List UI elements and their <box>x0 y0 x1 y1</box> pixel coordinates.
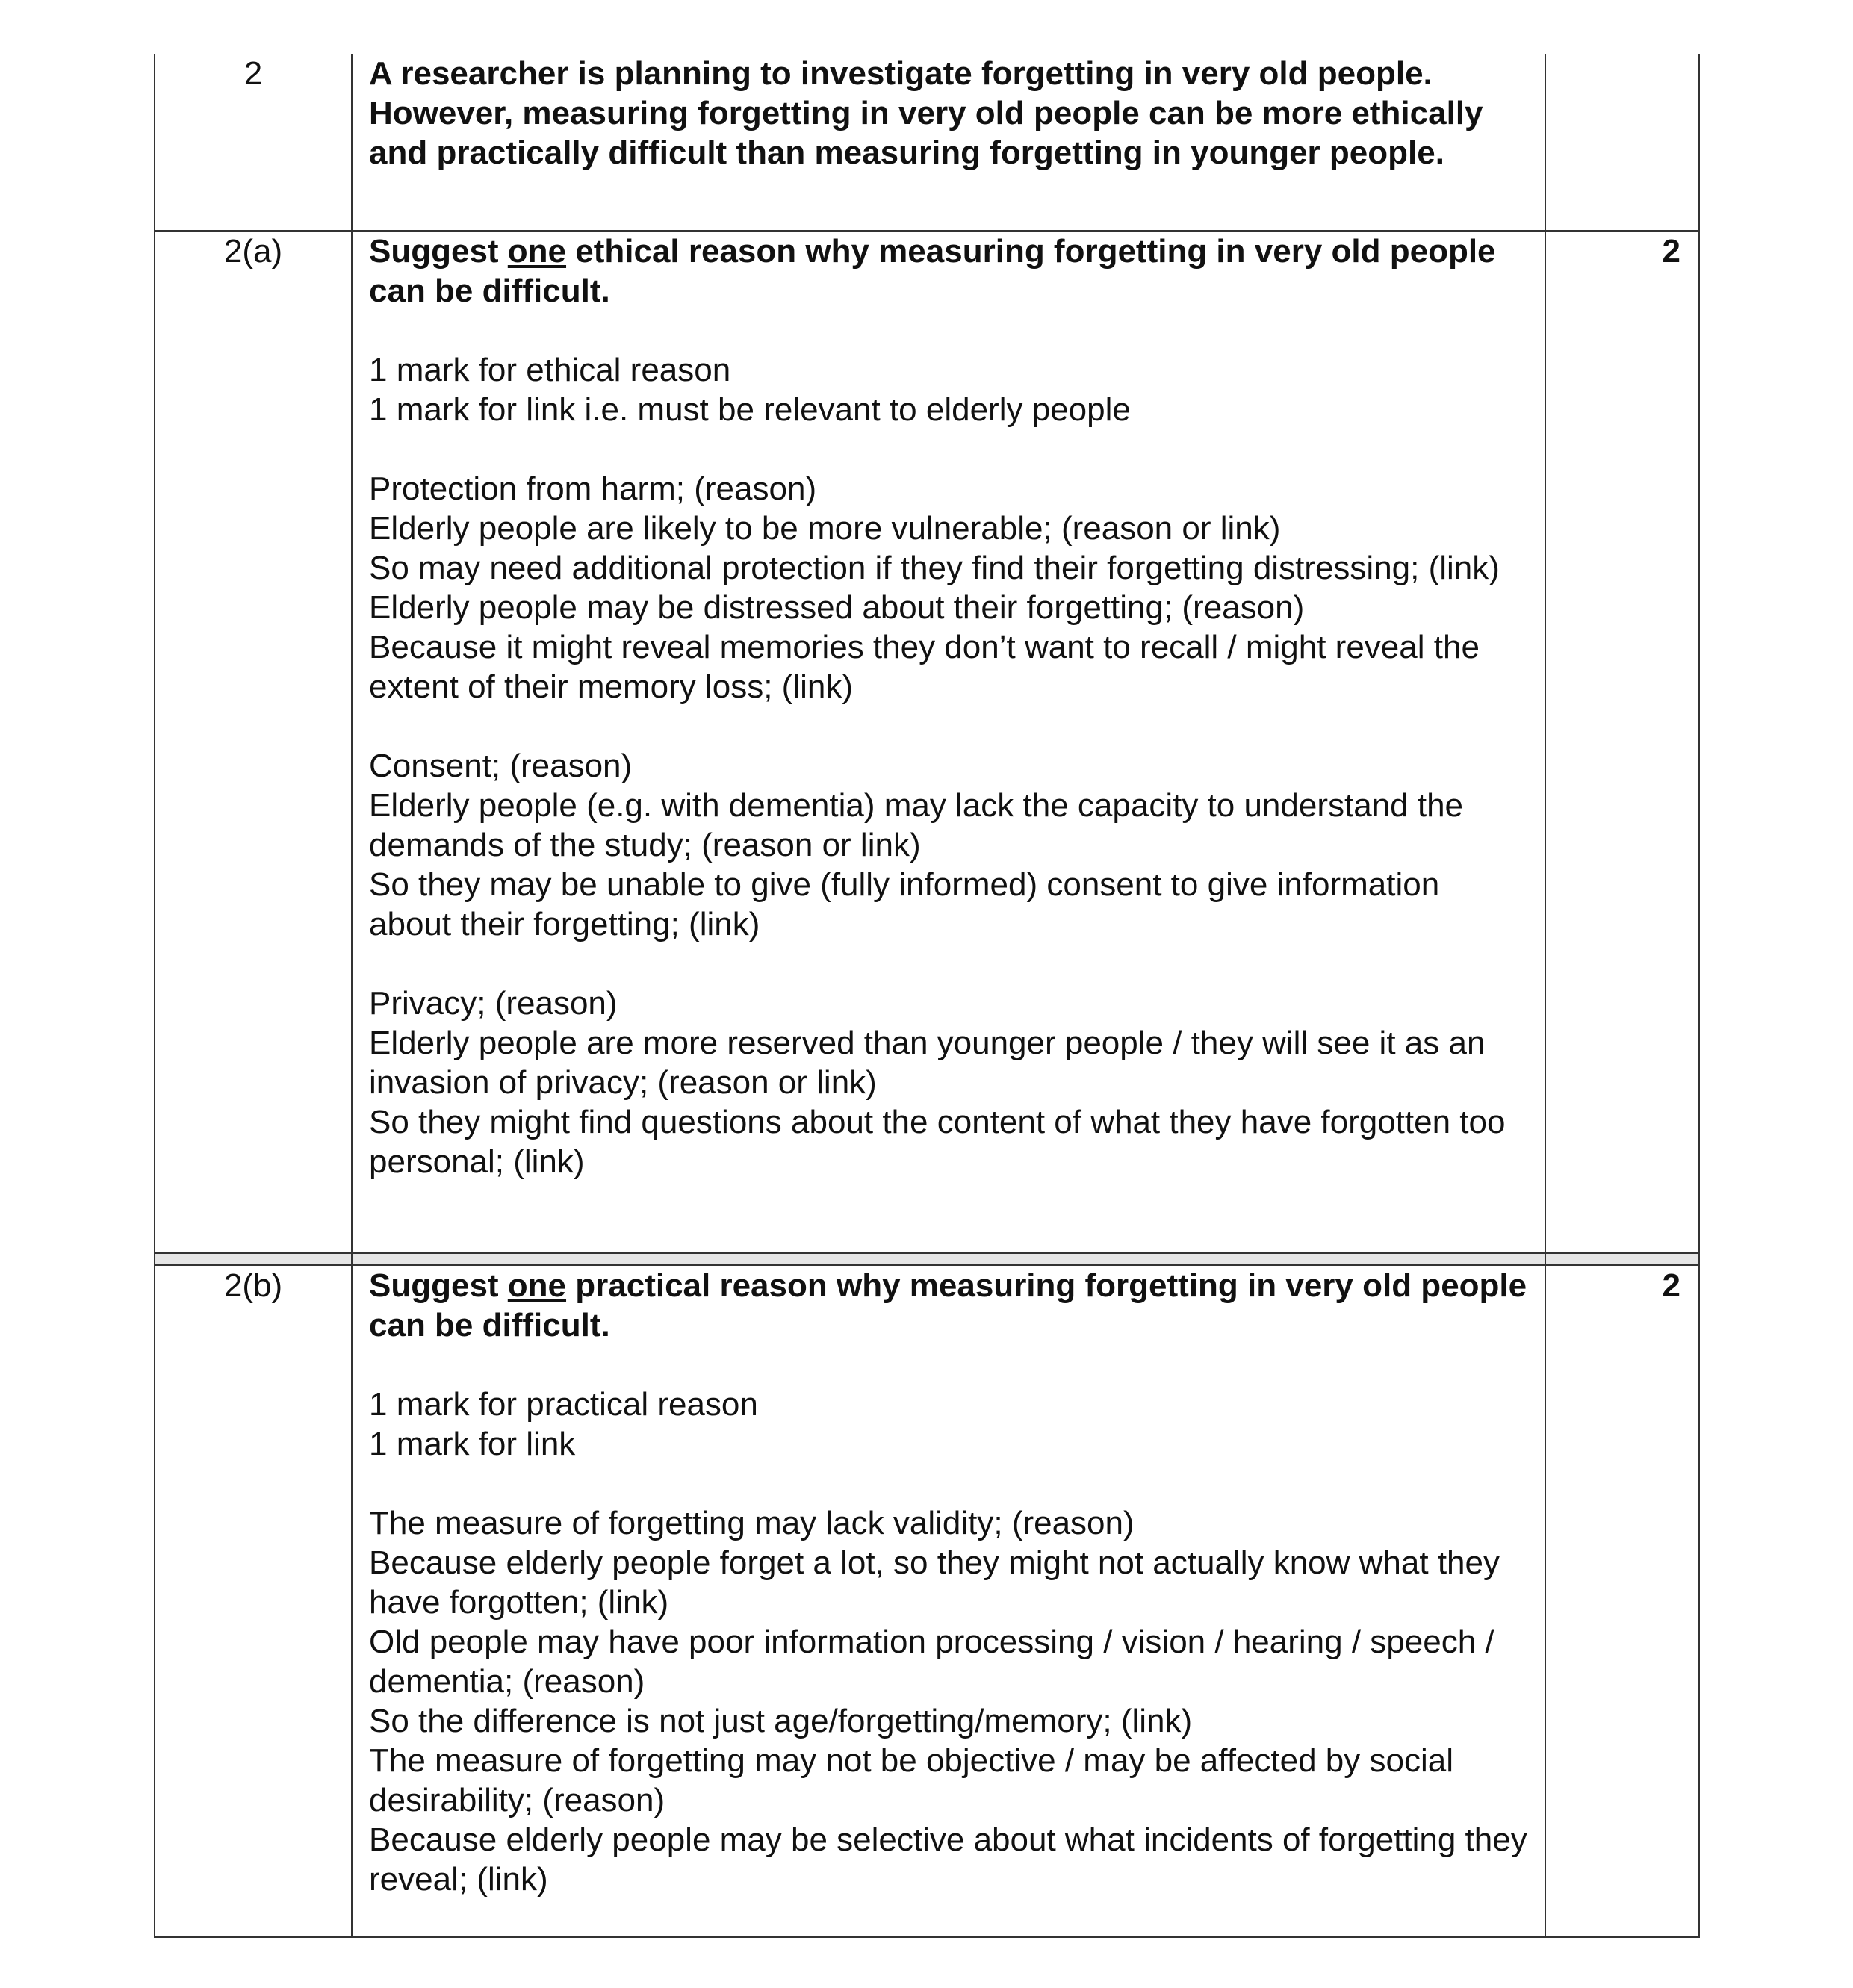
answer-group <box>369 1503 1536 1899</box>
answer-line: Because elderly people forget a lot, so they might not actually know what they have forgotten; (link) <box>369 1544 1509 1621</box>
question-cell <box>353 54 1546 230</box>
guidance-line: 1 mark for practical reason <box>369 1386 758 1423</box>
mark-scheme-guidance <box>369 350 1530 429</box>
question-stem: A researcher is planning to investigate forgetting in very old people. However, measuring forgetting in very old people can be more ethically and practically difficult than measuring forgetting in younger people. <box>369 55 1483 171</box>
answer-cell <box>353 1266 1546 1936</box>
question-text-post: practical reason why measuring forgetting in very old people can be difficult. <box>369 1267 1527 1344</box>
guidance-line: 1 mark for link i.e. must be relevant to elderly people <box>369 391 1131 428</box>
question-text <box>369 232 1530 311</box>
marks-cell: 2 <box>1546 232 1700 1252</box>
marks-cell <box>1546 54 1700 230</box>
answer-line: Elderly people (e.g. with dementia) may lack the capacity to understand the demands of the study; (reason or link) <box>369 787 1473 863</box>
mark-scheme-table <box>154 54 1700 1938</box>
answer-line: The measure of forgetting may not be objective / may be affected by social desirability; (reason) <box>369 1742 1463 1818</box>
answer-line: The measure of forgetting may lack validity; (reason) <box>369 1505 1135 1541</box>
question-row-2 <box>154 54 1700 232</box>
question-text-pre: Suggest <box>369 1267 508 1304</box>
answer-group <box>369 469 1530 706</box>
table-separator <box>154 1254 1700 1266</box>
mark-scheme-guidance <box>369 1385 1530 1464</box>
answer-line: So the difference is not just age/forgetting/memory; (link) <box>369 1703 1193 1739</box>
answer-group <box>369 746 1530 944</box>
answer-line: Consent; (reason) <box>369 748 633 784</box>
separator-cell <box>353 1254 1546 1264</box>
question-text <box>369 1266 1530 1345</box>
marks-cell: 2 <box>1546 1266 1700 1936</box>
question-text-post: ethical reason why measuring forgetting in very old people can be difficult. <box>369 233 1496 309</box>
answer-line: Old people may have poor information processing / vision / hearing / speech / dementia; (reason) <box>369 1624 1503 1700</box>
answer-line: So they might find questions about the content of what they have forgotten too personal; (link) <box>369 1104 1515 1180</box>
answer-line: So they may be unable to give (fully informed) consent to give information about their forgetting; (link) <box>369 866 1449 942</box>
answer-line: Protection from harm; (reason) <box>369 470 817 507</box>
answer-line: Elderly people are likely to be more vulnerable; (reason or link) <box>369 510 1281 547</box>
answer-line: So may need additional protection if they find their forgetting distressing; (link) <box>369 550 1500 586</box>
question-text-pre: Suggest <box>369 233 508 270</box>
separator-cell <box>154 1254 353 1264</box>
question-row-2a <box>154 232 1700 1254</box>
answer-line: Because elderly people may be selective about what incidents of forgetting they reveal; (link) <box>369 1821 1536 1898</box>
question-row-2b <box>154 1266 1700 1938</box>
question-number: 2(b) <box>154 1266 353 1936</box>
answer-line: Elderly people are more reserved than younger people / they will see it as an invasion of privacy; (reason or link) <box>369 1025 1494 1101</box>
question-emphasis: one <box>507 1267 567 1304</box>
question-number: 2 <box>154 54 353 230</box>
answer-line: Elderly people may be distressed about their forgetting; (reason) <box>369 589 1305 626</box>
guidance-line: 1 mark for ethical reason <box>369 352 731 388</box>
answer-cell <box>353 232 1546 1252</box>
guidance-line: 1 mark for link <box>369 1426 576 1462</box>
question-emphasis: one <box>507 233 567 270</box>
answer-line: Privacy; (reason) <box>369 985 618 1022</box>
separator-cell <box>1546 1254 1700 1264</box>
question-number: 2(a) <box>154 232 353 1252</box>
answer-group <box>369 984 1530 1181</box>
answer-line: Because it might reveal memories they don’t want to recall / might reveal the extent of their memory loss; (link) <box>369 629 1489 705</box>
